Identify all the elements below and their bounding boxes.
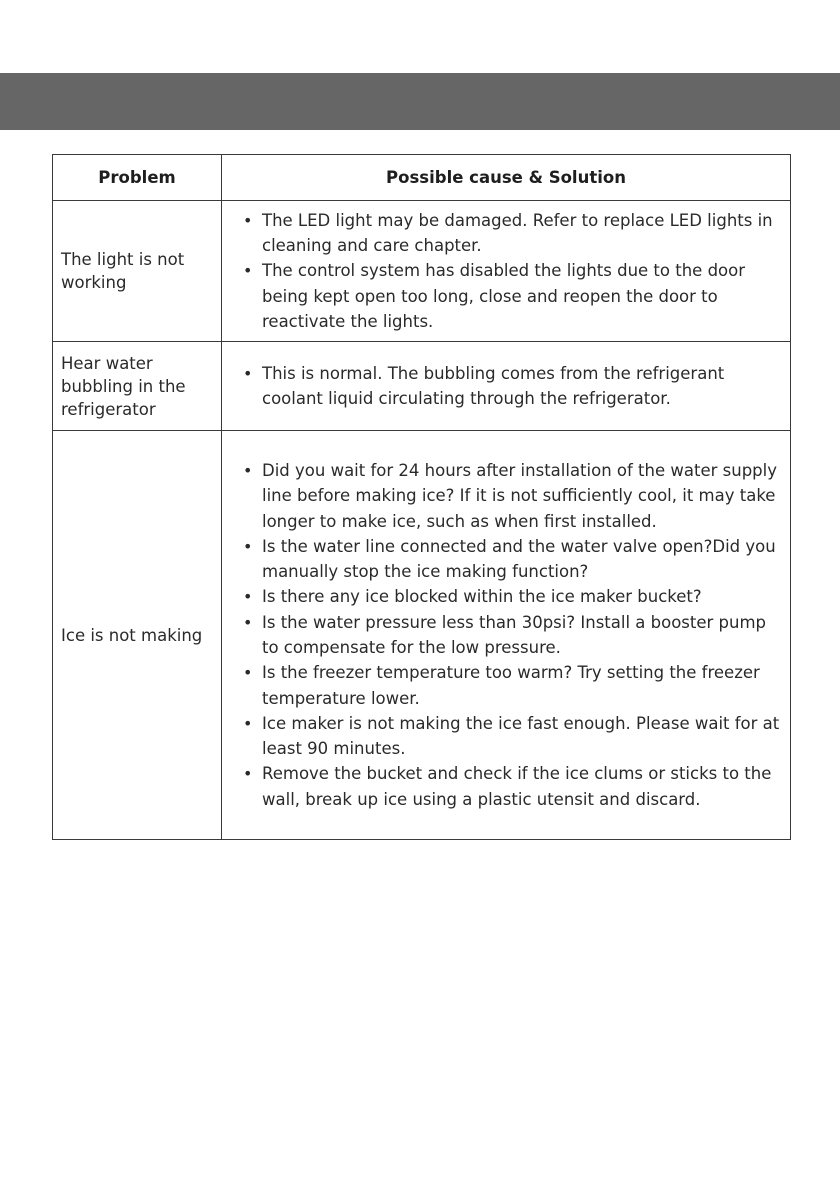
causes-list xyxy=(240,458,780,812)
causes-list xyxy=(240,361,780,412)
bullet-icon: • xyxy=(243,210,253,230)
cause-text: Ice maker is not making the ice fast enough. Please wait for at least 90 minutes. xyxy=(262,713,780,759)
header-band xyxy=(0,73,840,130)
cause-text: Is the water pressure less than 30psi? Install a booster pump to compensate for the low pressure. xyxy=(262,612,767,657)
bullet-icon: • xyxy=(243,713,253,733)
cause-text: The LED light may be damaged. Refer to replace LED lights in cleaning and care chapter. xyxy=(262,210,773,256)
bullet-icon: • xyxy=(243,587,253,607)
list-item xyxy=(240,711,780,762)
cause-text: The control system has disabled the lights due to the door being kept open too long, close and reopen the door to reactivate the lights. xyxy=(262,261,746,331)
cause-text: Is the freezer temperature too warm? Try setting the freezer temperature lower. xyxy=(262,663,760,708)
problem-cell: Ice is not making xyxy=(53,431,222,840)
causes-cell xyxy=(222,201,791,342)
cause-text: This is normal. The bubbling comes from the refrigerant coolant liquid circulating through the refrigerator. xyxy=(262,363,725,408)
list-item xyxy=(240,361,780,412)
list-item xyxy=(240,761,780,812)
cause-text: Remove the bucket and check if the ice clums or sticks to the wall, break up ice using a plastic utensit and discard. xyxy=(262,764,772,809)
list-item xyxy=(240,534,780,585)
list-item xyxy=(240,584,780,609)
bullet-icon: • xyxy=(243,612,253,632)
causes-list xyxy=(240,208,780,334)
table-header-row xyxy=(53,155,791,201)
problem-column-header: Problem xyxy=(53,155,222,201)
bullet-icon: • xyxy=(243,460,253,480)
bullet-icon: • xyxy=(243,663,253,683)
solution-column-header: Possible cause & Solution xyxy=(222,155,791,201)
bullet-icon: • xyxy=(243,536,253,556)
list-item xyxy=(240,258,780,334)
table-row xyxy=(53,342,791,431)
troubleshooting-table xyxy=(52,154,791,840)
cause-text: Is there any ice blocked within the ice maker bucket? xyxy=(262,587,702,607)
bullet-icon: • xyxy=(243,764,253,784)
problem-cell: The light is not working xyxy=(53,201,222,342)
list-item xyxy=(240,610,780,661)
list-item xyxy=(240,458,780,534)
list-item xyxy=(240,660,780,711)
causes-cell xyxy=(222,342,791,431)
list-item xyxy=(240,208,780,259)
bullet-icon: • xyxy=(243,261,253,281)
problem-cell: Hear water bubbling in the refrigerator xyxy=(53,342,222,431)
cause-text: Did you wait for 24 hours after installation of the water supply line before making ice? If it is not sufficiently cool, it may take longer to make ice, such as when first installed. xyxy=(262,460,777,531)
causes-cell xyxy=(222,431,791,840)
table-row xyxy=(53,431,791,840)
cause-text: Is the water line connected and the water valve open?Did you manually stop the ice making function? xyxy=(262,536,776,582)
table-row xyxy=(53,201,791,342)
bullet-icon: • xyxy=(243,363,253,383)
